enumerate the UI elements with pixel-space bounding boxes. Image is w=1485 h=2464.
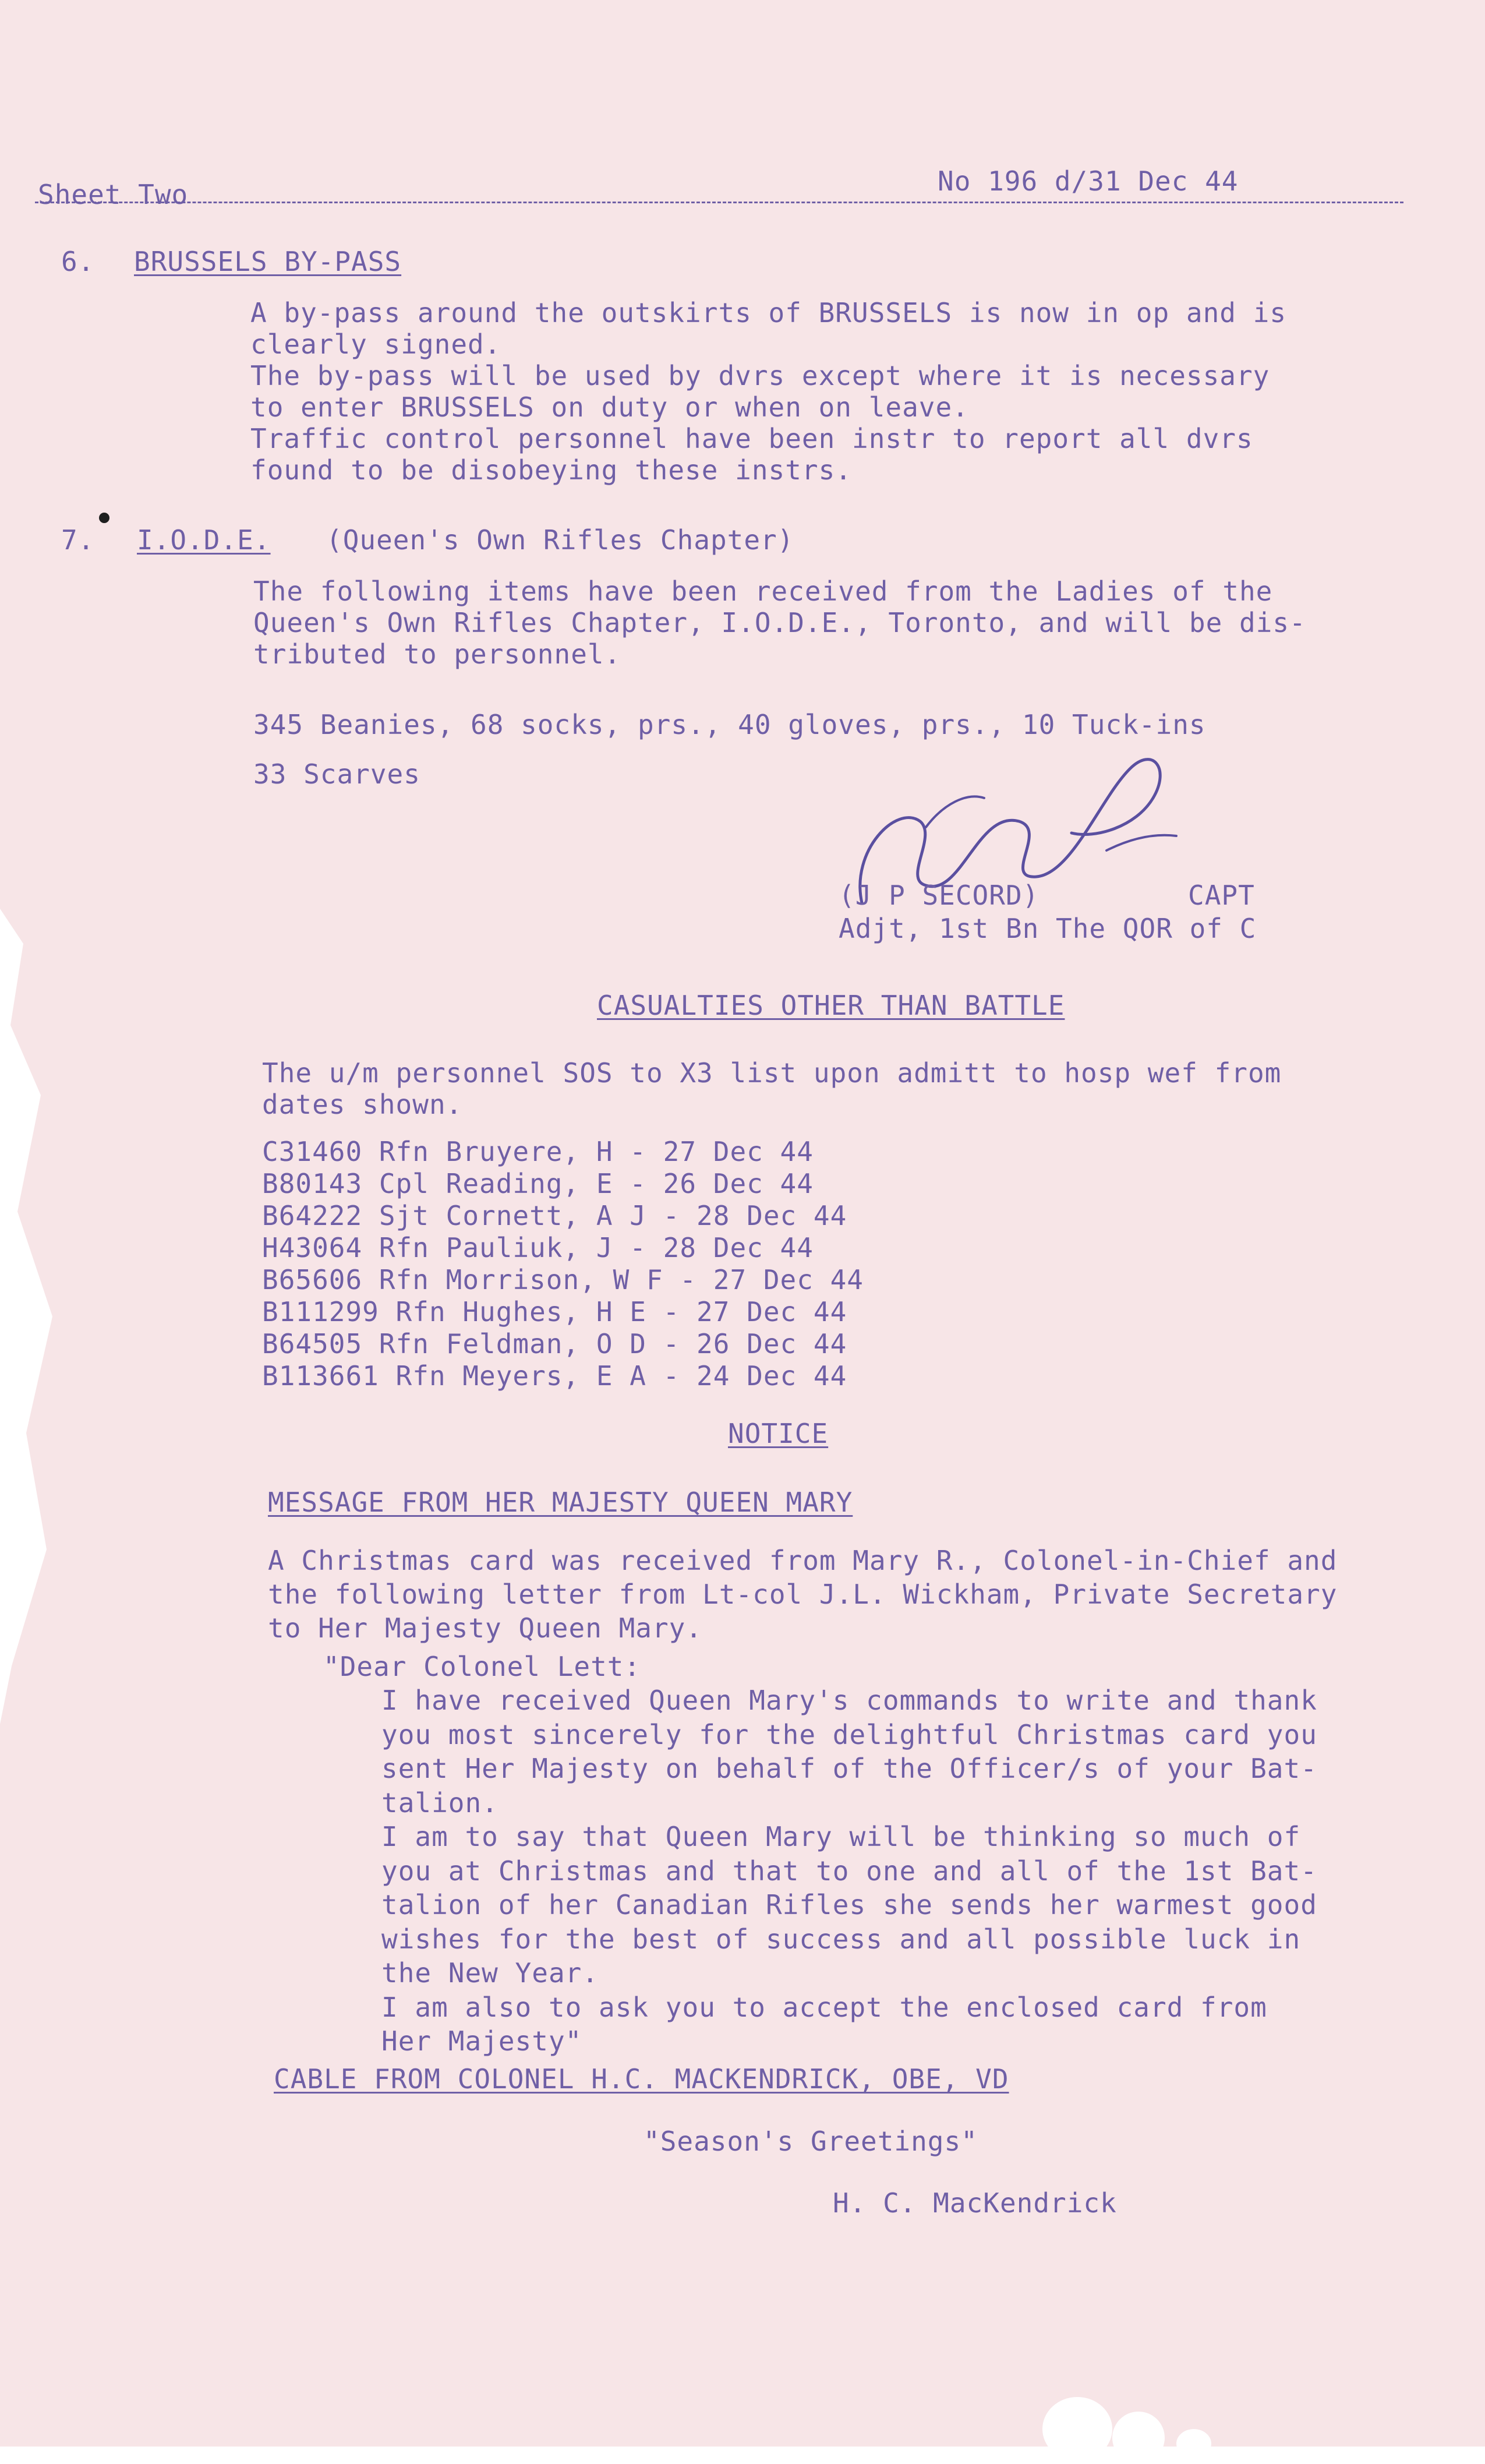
notice-intro	[268, 1544, 1337, 1645]
letter-body	[381, 1683, 1317, 2059]
body-line: I am to say that Queen Mary will be thinking so much of	[381, 1821, 1301, 1852]
header-rule	[35, 202, 1403, 203]
signatory-appointment: Adjt, 1st Bn The QOR of C	[839, 913, 1257, 944]
body-line: to enter BRUSSELS on duty or when on leave.	[250, 391, 969, 423]
body-line: you most sincerely for the delightful Christmas card you	[381, 1718, 1317, 1750]
body-line: The by-pass will be used by dvrs except where it is necessary	[250, 360, 1270, 391]
paper-damage	[1112, 2412, 1165, 2464]
body-line: The u/m personnel SOS to X3 list upon admitt to hosp wef from	[262, 1057, 1282, 1089]
list-item: B65606 Rfn Morrison, W F - 27 Dec 44	[262, 1264, 864, 1295]
casualties-title: CASUALTIES OTHER THAN BATTLE	[597, 990, 1065, 1021]
body-line: The following items have been received from the Ladies of the	[253, 576, 1273, 607]
body-line: wishes for the best of success and all possible luck in	[381, 1923, 1301, 1955]
body-line: found to be disobeying these instrs.	[250, 454, 852, 486]
list-item: B80143 Cpl Reading, E - 26 Dec 44	[262, 1168, 814, 1199]
letter-salutation: "Dear Colonel Lett:	[323, 1651, 641, 1682]
section-7-number: 7.	[61, 524, 95, 556]
order-number: No 196 d/31 Dec 44	[938, 165, 1239, 197]
list-item: C31460 Rfn Bruyere, H - 27 Dec 44	[262, 1136, 814, 1167]
notice-subtitle: MESSAGE FROM HER MAJESTY QUEEN MARY	[268, 1487, 853, 1518]
cable-title: CABLE FROM COLONEL H.C. MACKENDRICK, OBE, VD	[274, 2063, 1009, 2095]
list-item: B64505 Rfn Feldman, O D - 26 Dec 44	[262, 1328, 847, 1360]
paper-damage	[1042, 2397, 1112, 2461]
body-line: I am also to ask you to accept the enclosed card from	[381, 1991, 1267, 2023]
body-line: talion.	[381, 1787, 498, 1819]
body-line: Queen's Own Rifles Chapter, I.O.D.E., Toronto, and will be dis-	[253, 607, 1306, 638]
paper-damage	[1176, 2429, 1211, 2458]
body-line: sent Her Majesty on behalf of the Officer/s of your Bat-	[381, 1753, 1317, 1784]
list-item: B111299 Rfn Hughes, H E - 27 Dec 44	[262, 1296, 847, 1328]
cable-signoff: H. C. MacKendrick	[833, 2187, 1117, 2219]
ink-mark	[99, 513, 109, 523]
section-7-title: I.O.D.E.	[137, 524, 271, 556]
body-line: I have received Queen Mary's commands to write and thank	[381, 1685, 1317, 1716]
section-7-subtitle: (Queen's Own Rifles Chapter)	[326, 524, 794, 556]
list-item: B113661 Rfn Meyers, E A - 24 Dec 44	[262, 1360, 847, 1392]
body-line: A by-pass around the outskirts of BRUSSELS is now in op and is	[250, 297, 1287, 329]
body-line: the following letter from Lt-col J.L. Wickham, Private Secretary	[268, 1579, 1338, 1610]
body-line: to Her Majesty Queen Mary.	[268, 1612, 703, 1644]
sheet-label: Sheet Two	[38, 179, 189, 210]
body-line: dates shown.	[262, 1089, 463, 1120]
torn-edge	[0, 909, 76, 1724]
notice-title: NOTICE	[728, 1418, 829, 1449]
body-line: the New Year.	[381, 1957, 599, 1989]
items-line: 33 Scarves	[253, 758, 420, 790]
section-7-body	[253, 576, 1306, 670]
section-6-number: 6.	[61, 246, 95, 277]
body-line: tributed to personnel.	[253, 638, 621, 670]
body-line: you at Christmas and that to one and all of the 1st Bat-	[381, 1855, 1317, 1887]
body-line: talion of her Canadian Rifles she sends her warmest good	[381, 1889, 1317, 1921]
casualties-list	[262, 1136, 864, 1392]
items-line: 345 Beanies, 68 socks, prs., 40 gloves, prs., 10 Tuck-ins	[253, 709, 1206, 740]
section-6-body	[250, 297, 1286, 486]
body-line: Traffic control personnel have been instr to report all dvrs	[250, 423, 1253, 454]
body-line: A Christmas card was received from Mary R., Colonel-in-Chief and	[268, 1545, 1338, 1576]
casualties-intro	[262, 1057, 1281, 1120]
body-line: clearly signed.	[250, 329, 501, 360]
signatory-rank: CAPT	[1188, 880, 1255, 911]
cable-greeting: "Season's Greetings"	[644, 2126, 978, 2157]
section-6-title: BRUSSELS BY-PASS	[134, 246, 402, 277]
body-line: Her Majesty"	[381, 2025, 582, 2057]
list-item: H43064 Rfn Pauliuk, J - 28 Dec 44	[262, 1232, 814, 1263]
signatory-name: (J P SECORD)	[839, 880, 1040, 911]
list-item: B64222 Sjt Cornett, A J - 28 Dec 44	[262, 1200, 847, 1231]
